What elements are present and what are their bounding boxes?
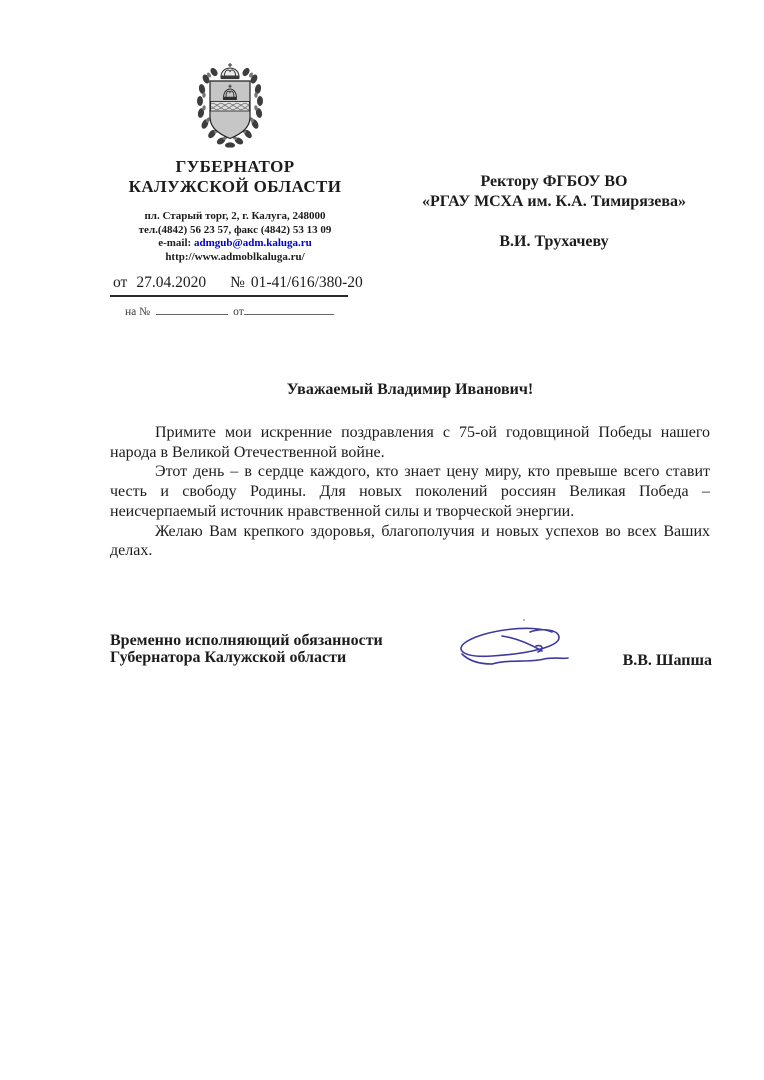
- crown-icon: [221, 63, 240, 79]
- recipient-name: В.И. Трухачеву: [499, 233, 609, 250]
- phone-fax: тел.(4842) 56 23 57, факс (4842) 53 13 09: [138, 223, 332, 236]
- recipient-block: [394, 172, 714, 252]
- letterhead-contacts: [95, 210, 375, 264]
- signer-title-line2: Губернатора Калужской области: [110, 649, 347, 667]
- paragraph-3: Желаю Вам крепкого здоровья, благополучия и новых успехов во всех Ваших делах.: [110, 522, 710, 560]
- reply-label: на №: [125, 306, 151, 318]
- wavy-band: [211, 102, 250, 112]
- org-name-line1: ГУБЕРНАТОР: [175, 157, 295, 176]
- email-label: e-mail:: [158, 237, 192, 249]
- ref-number-value: 01-41/616/380-20: [250, 274, 363, 291]
- ref-number-label: №: [230, 274, 245, 291]
- ref-date-value: 27.04.2020: [136, 274, 207, 291]
- email-row: [95, 237, 375, 251]
- kaluga-coat-of-arms-icon: [197, 62, 263, 148]
- paragraph-2: Этот день – в сердце каждого, кто знает цену миру, кто превыше всего ставит честь и свободу Родины. Для новых поколений россиян Великая Победа – неисчерпаемый источник нравственной силы и творческой энергии.: [110, 463, 710, 520]
- outgoing-reference-line: [110, 274, 363, 297]
- reply-number-blank: [156, 303, 228, 315]
- signer-title: [110, 632, 383, 667]
- paragraph-1: Примите мои искренние поздравления с 75-ой годовщиной Победы нашего народа в Великой Отечественной войне.: [110, 424, 710, 461]
- ref-date-label: от: [113, 274, 128, 291]
- postal-address: пл. Старый торг, 2, г. Калуга, 248000: [144, 210, 326, 222]
- signer-title-line1: Временно исполняющий обязанности: [110, 632, 383, 649]
- signer-name: В.В. Шапша: [622, 652, 712, 669]
- letter-body: [110, 423, 710, 561]
- email-link[interactable]: admgub@adm.kaluga.ru: [193, 237, 312, 249]
- website-url: http://www.admoblkaluga.ru/: [165, 250, 305, 263]
- letterhead-org-title: [95, 157, 375, 197]
- reply-date-blank: [244, 303, 334, 315]
- org-name-line2: КАЛУЖСКОЙ ОБЛАСТИ: [128, 177, 342, 196]
- recipient-line1: Ректору ФГБОУ ВО: [480, 173, 628, 190]
- recipient-line2: «РГАУ МСХА им. К.А. Тимирязева»: [421, 193, 687, 210]
- signature-ink: [448, 616, 572, 670]
- salutation: Уважаемый Владимир Иванович!: [286, 381, 534, 398]
- reply-reference-line: [125, 303, 334, 318]
- reply-from-label: от: [233, 306, 244, 318]
